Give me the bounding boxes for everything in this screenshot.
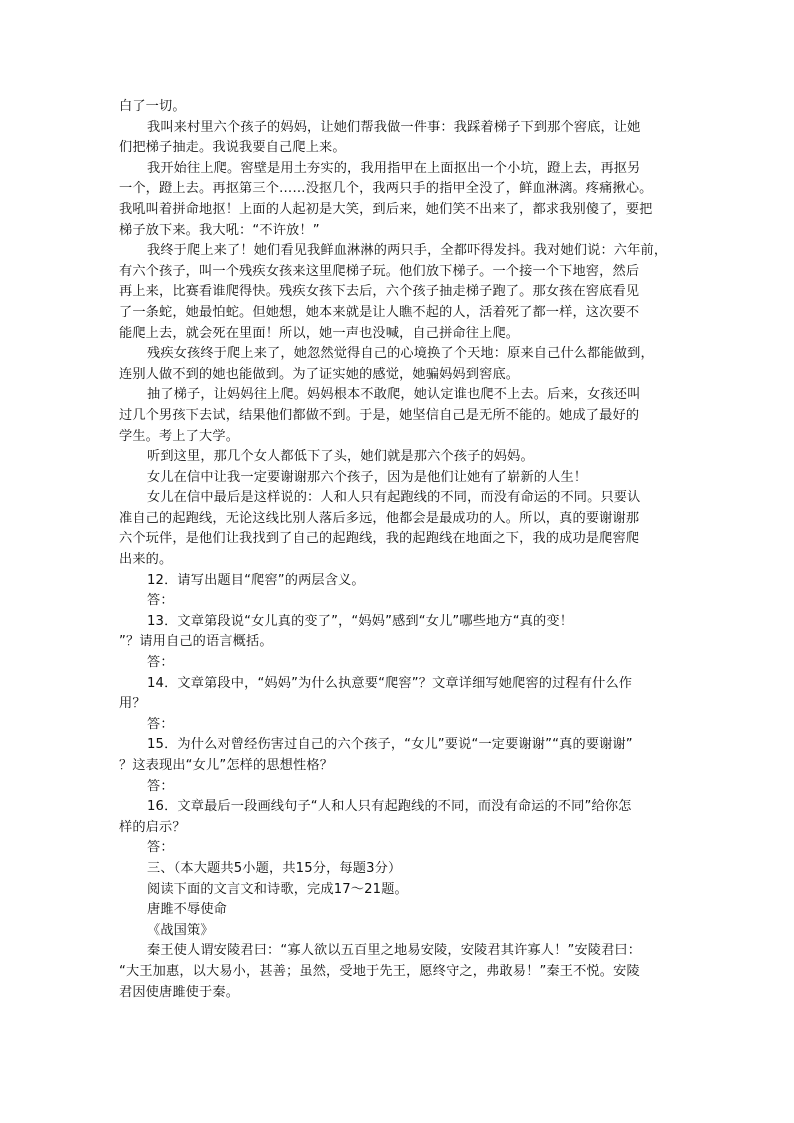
- text-line: 过几个男孩下去试，结果他们都做不到。于是，她坚信自己是无所不能的。她成了最好的: [119, 407, 640, 423]
- text-line: 阅读下面的文言文和诗歌，完成17～21题。: [147, 881, 408, 897]
- text-line: 12．请写出题目“爬窖”的两层含义。: [147, 572, 365, 588]
- text-line: 们把梯子抽走。我说我要自己爬上来。: [119, 140, 346, 156]
- text-line: 答：: [147, 655, 174, 671]
- text-line: 有六个孩子，叫一个残疾女孩来这里爬梯子玩。他们放下梯子。一个接一个下地窖，然后: [119, 263, 640, 279]
- text-line: 答：: [147, 778, 174, 794]
- text-line: 16．文章最后一段画线句子“人和人只有起跑线的不同，而没有命运的不同”给你怎: [147, 799, 632, 815]
- text-line: 三、（本大题共5小题，共15分，每题3分）: [147, 860, 402, 876]
- text-line: 六个玩伴，是他们让我找到了自己的起跑线，我的起跑线在地面之下，我的成功是爬窖爬: [119, 531, 640, 547]
- text-line: 抽了梯子，让妈妈往上爬。妈妈根本不敢爬，她认定谁也爬不上去。后来，女孩还叫: [147, 387, 641, 403]
- text-line: “大王加惠，以大易小，甚善；虽然，受地于先王，愿终守之，弗敢易！”秦王不悦。安陵: [119, 963, 640, 979]
- text-line: 答：: [147, 716, 174, 732]
- text-line: 15．为什么对曾经伤害过自己的六个孩子，“女儿”要说“一定要谢谢”“真的要谢谢”: [147, 737, 633, 753]
- text-line: 一个，蹬上去。再抠第三个……没抠几个，我两只手的指甲全没了，鲜血淋漓。疼痛揪心。: [119, 181, 653, 197]
- text-line: 出来的。: [119, 552, 173, 568]
- text-line: 《战国策》: [147, 922, 214, 938]
- text-line: 秦王使人谓安陵君曰：“寡人欲以五百里之地易安陵，安陵君其许寡人！”安陵君曰：: [147, 943, 642, 959]
- text-line: ”？请用自己的语言概括。: [119, 634, 273, 650]
- text-line: 我叫来村里六个孩子的妈妈，让她们帮我做一件事：我踩着梯子下到那个窖底，让她: [147, 119, 641, 135]
- text-line: 连别人做不到的她也能做到。为了证实她的感觉，她骗妈妈到窖底。: [119, 366, 520, 382]
- text-line: 13．文章第段说“女儿真的变了”，“妈妈”感到“女儿”哪些地方“真的变！: [147, 613, 574, 629]
- text-line: 我开始往上爬。窖壁是用土夯实的，我用指甲在上面抠出一个小坑，蹬上去，再抠另: [147, 160, 641, 176]
- text-line: ？这表现出“女儿”怎样的思想性格？: [119, 758, 334, 773]
- text-line: 了一条蛇，她最怕蛇。但她想，她本来就是让人瞧不起的人，活着死了都一样，这次要不: [119, 304, 640, 320]
- text-line: 样的启示？: [119, 819, 186, 835]
- text-line: 白了一切。: [119, 99, 186, 114]
- text-line: 14．文章第段中，“妈妈”为什么执意要“爬窖”？文章详细写她爬窖的过程有什么作: [147, 675, 633, 691]
- text-line: 女儿在信中最后是这样说的：人和人只有起跑线的不同，而没有命运的不同。只要认: [147, 490, 641, 506]
- text-line: 君因使唐雎使于秦。: [119, 984, 240, 1000]
- text-line: 再上来，比赛看谁爬得快。残疾女孩下去后，六个孩子抽走梯子跑了。那女孩在窖底看见: [119, 284, 640, 300]
- text-line: 答：: [147, 593, 174, 609]
- text-line: 能爬上去，就会死在里面！所以，她一声也没喊，自己拼命往上爬。: [119, 325, 520, 341]
- text-line: 听到这里，那几个女人都低下了头，她们就是那六个孩子的妈妈。: [147, 449, 534, 465]
- text-line: 学生。考上了大学。: [119, 428, 240, 444]
- text-line: 我吼叫着拼命地抠！上面的人起初是大笑，到后来，她们笑不出来了，都求我别傻了，要把: [119, 201, 653, 217]
- text-line: 用？: [119, 696, 146, 712]
- text-line: 我终于爬上来了！她们看见我鲜血淋淋的两只手，全都吓得发抖。我对她们说：六年前，: [147, 243, 668, 259]
- text-line: 答：: [147, 840, 174, 856]
- text-line: 女儿在信中让我一定要谢谢那六个孩子，因为是他们让她有了崭新的人生！: [147, 469, 588, 485]
- text-line: 唐雎不辱使命: [147, 902, 228, 918]
- text-line: 梯子放下来。我大吼：“不许放！”: [119, 222, 320, 238]
- text-line: 准自己的起跑线，无论这线比别人落后多远，他都会是最成功的人。所以，真的要谢谢那: [119, 510, 640, 526]
- document-page: [119, 97, 675, 1003]
- text-line: 残疾女孩终于爬上来了，她忽然觉得自己的心境换了个天地：原来自己什么都能做到，: [147, 346, 654, 362]
